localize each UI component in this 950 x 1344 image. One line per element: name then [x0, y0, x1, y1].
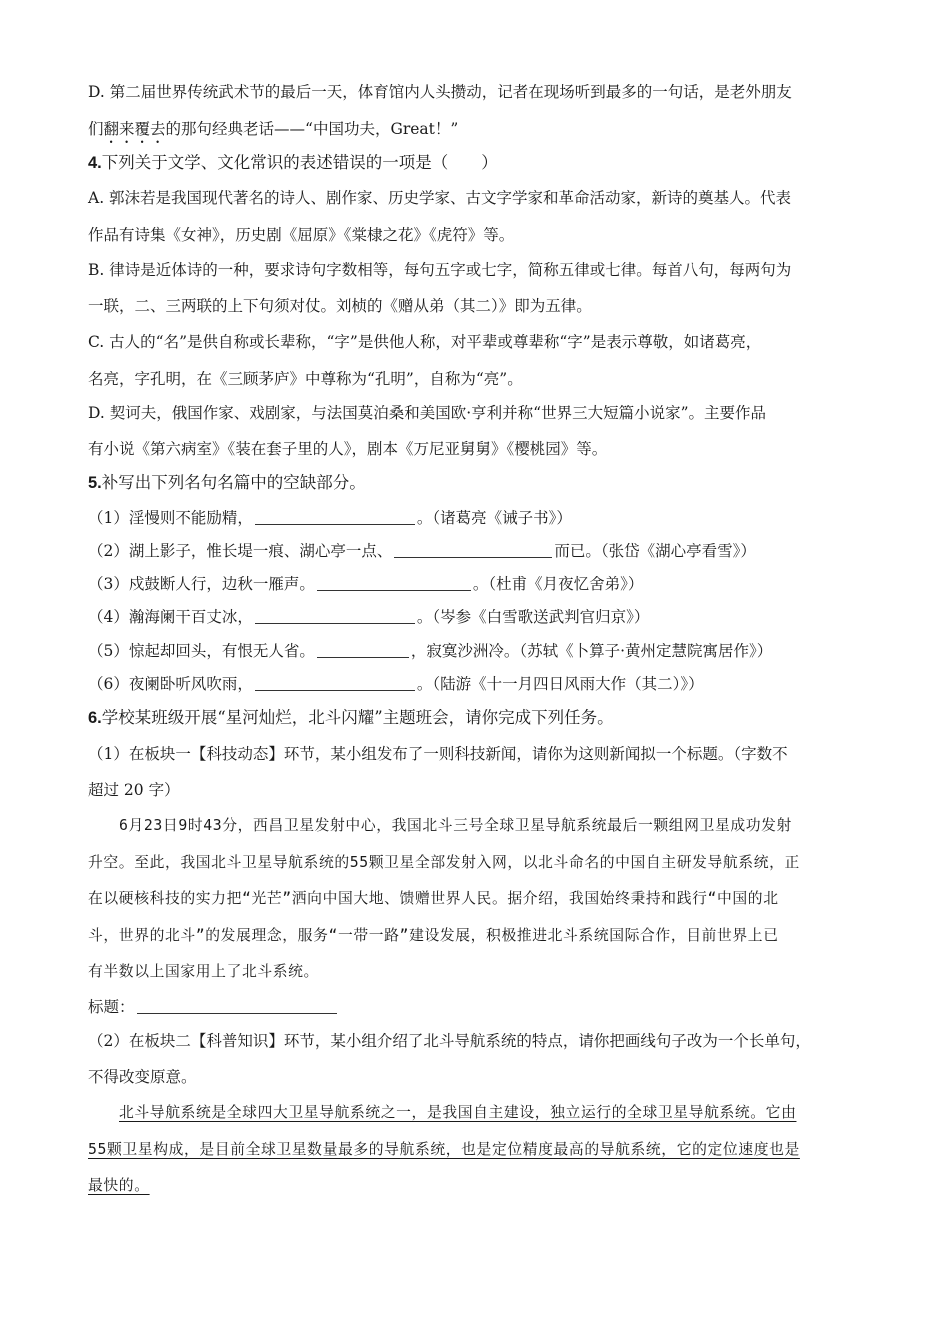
emphasized-idiom: 翻来覆去	[103, 120, 166, 138]
q3-option-d-line2: 们翻来覆去的那句经典老话——“中国功夫，Great！”	[88, 120, 459, 138]
answer-blank	[255, 509, 415, 525]
q5-item-2: （2）湖上影子，惟长堤一痕、湖心亭一点、 而已。（张岱《湖心亭看雪》）	[88, 542, 756, 560]
q5-item-1: （1）淫慢则不能励精， 。（诸葛亮《诫子书》）	[88, 509, 572, 527]
q4-option-a-line1: A. 郭沫若是我国现代著名的诗人、剧作家、历史学家、古文字学家和革命活动家，新诗的奠基人。代表	[88, 189, 792, 207]
q5-item-5: （5）惊起却回头，有恨无人省。 ，寂寞沙洲冷。（苏轼《卜算子·黄州定慧院寓居作》）	[88, 642, 773, 660]
q5-item-3: （3）戍鼓断人行，边秋一雁声。 。（杜甫《月夜忆舍弟》）	[88, 575, 644, 593]
q6-stem: 6.学校某班级开展“星河灿烂，北斗闪耀”主题班会，请你完成下列任务。	[88, 708, 614, 727]
answer-blank	[317, 575, 471, 591]
underlined-passage-line1: 北斗导航系统是全球四大卫星导航系统之一，是我国自主建设，独立运行的全球卫星导航系统。它由	[119, 1104, 797, 1121]
underlined-passage-line3: 最快的。	[88, 1177, 150, 1194]
news-passage-line2: 升空。至此，我国北斗卫星导航系统的55颗卫星全部发射入网，以北斗命名的中国自主研发导航系统，正	[88, 854, 800, 871]
q5-stem: 5.补写出下列名句名篇中的空缺部分。	[88, 473, 366, 492]
q4-option-d-line2: 有小说《第六病室》《装在套子里的人》，剧本《万尼亚舅舅》《樱桃园》等。	[88, 440, 608, 458]
news-passage-line1: 6月23日9时43分，西昌卫星发射中心，我国北斗三号全球卫星导航系统最后一颗组网卫星成功发射	[119, 817, 792, 834]
q4-option-a-line2: 作品有诗集《女神》，历史剧《屈原》《棠棣之花》《虎符》等。	[88, 226, 515, 244]
q4-option-c-line1: C. 古人的“名”是供自称或长辈称，“字”是供他人称，对平辈或尊辈称“字”是表示尊敬，如诸葛亮，	[88, 333, 762, 351]
q3-option-d-line1: D. 第二届世界传统武术节的最后一天，体育馆内人头攒动，记者在现场听到最多的一句话，是老外朋友	[88, 83, 792, 101]
answer-blank	[394, 542, 552, 558]
answer-blank	[137, 998, 337, 1014]
news-passage-line5: 有半数以上国家用上了北斗系统。	[88, 963, 319, 980]
q4-option-b-line1: B. 律诗是近体诗的一种，要求诗句字数相等，每句五字或七字，简称五律或七律。每首八句，每两句为	[88, 261, 792, 279]
q6-task2-line2: 不得改变原意。	[88, 1068, 197, 1086]
news-passage-line3: 在以硬核科技的实力把“光芒”洒向中国大地、馈赠世界人民。据介绍，我国始终秉持和践行“中国的北	[88, 890, 779, 907]
q5-item-6: （6）夜阑卧听风吹雨， 。（陆游《十一月四日风雨大作（其二）》）	[88, 675, 704, 693]
q6-task1-line1: （1）在板块一【科技动态】环节，某小组发布了一则科技新闻，请你为这则新闻拟一个标题。（字数不	[88, 745, 788, 763]
title-answer-line: 标题：	[88, 997, 339, 1017]
answer-blank	[255, 675, 415, 691]
q6-task1-line2: 超过 20 字）	[88, 781, 180, 799]
q4-stem: 4.下列关于文学、文化常识的表述错误的一项是（ ）	[88, 153, 498, 172]
underlined-passage-line2: 55颗卫星构成，是目前全球卫星数量最多的导航系统，也是定位精度最高的导航系统，它的定位速度也是	[88, 1141, 800, 1158]
q4-option-d-line1: D. 契诃夫，俄国作家、戏剧家，与法国莫泊桑和美国欧·亨利并称“世界三大短篇小说家”。主要作品	[88, 404, 767, 422]
q4-option-c-line2: 名亮，字孔明，在《三顾茅庐》中尊称为“孔明”，自称为“亮”。	[88, 370, 523, 388]
news-passage-line4: 斗，世界的北斗”的发展理念，服务“一带一路”建设发展，积极推进北斗系统国际合作，目前世界上已	[88, 927, 779, 944]
answer-blank	[255, 608, 415, 624]
q6-task2-line1: （2）在板块二【科普知识】环节，某小组介绍了北斗导航系统的特点，请你把画线句子改为一个长单句，	[88, 1032, 811, 1050]
q5-item-4: （4）瀚海阑干百丈冰， 。（岑参《白雪歌送武判官归京》）	[88, 608, 650, 626]
q4-option-b-line2: 一联，二、三两联的上下句须对仗。刘桢的《赠从弟（其二）》即为五律。	[88, 297, 592, 315]
answer-blank	[317, 642, 409, 658]
